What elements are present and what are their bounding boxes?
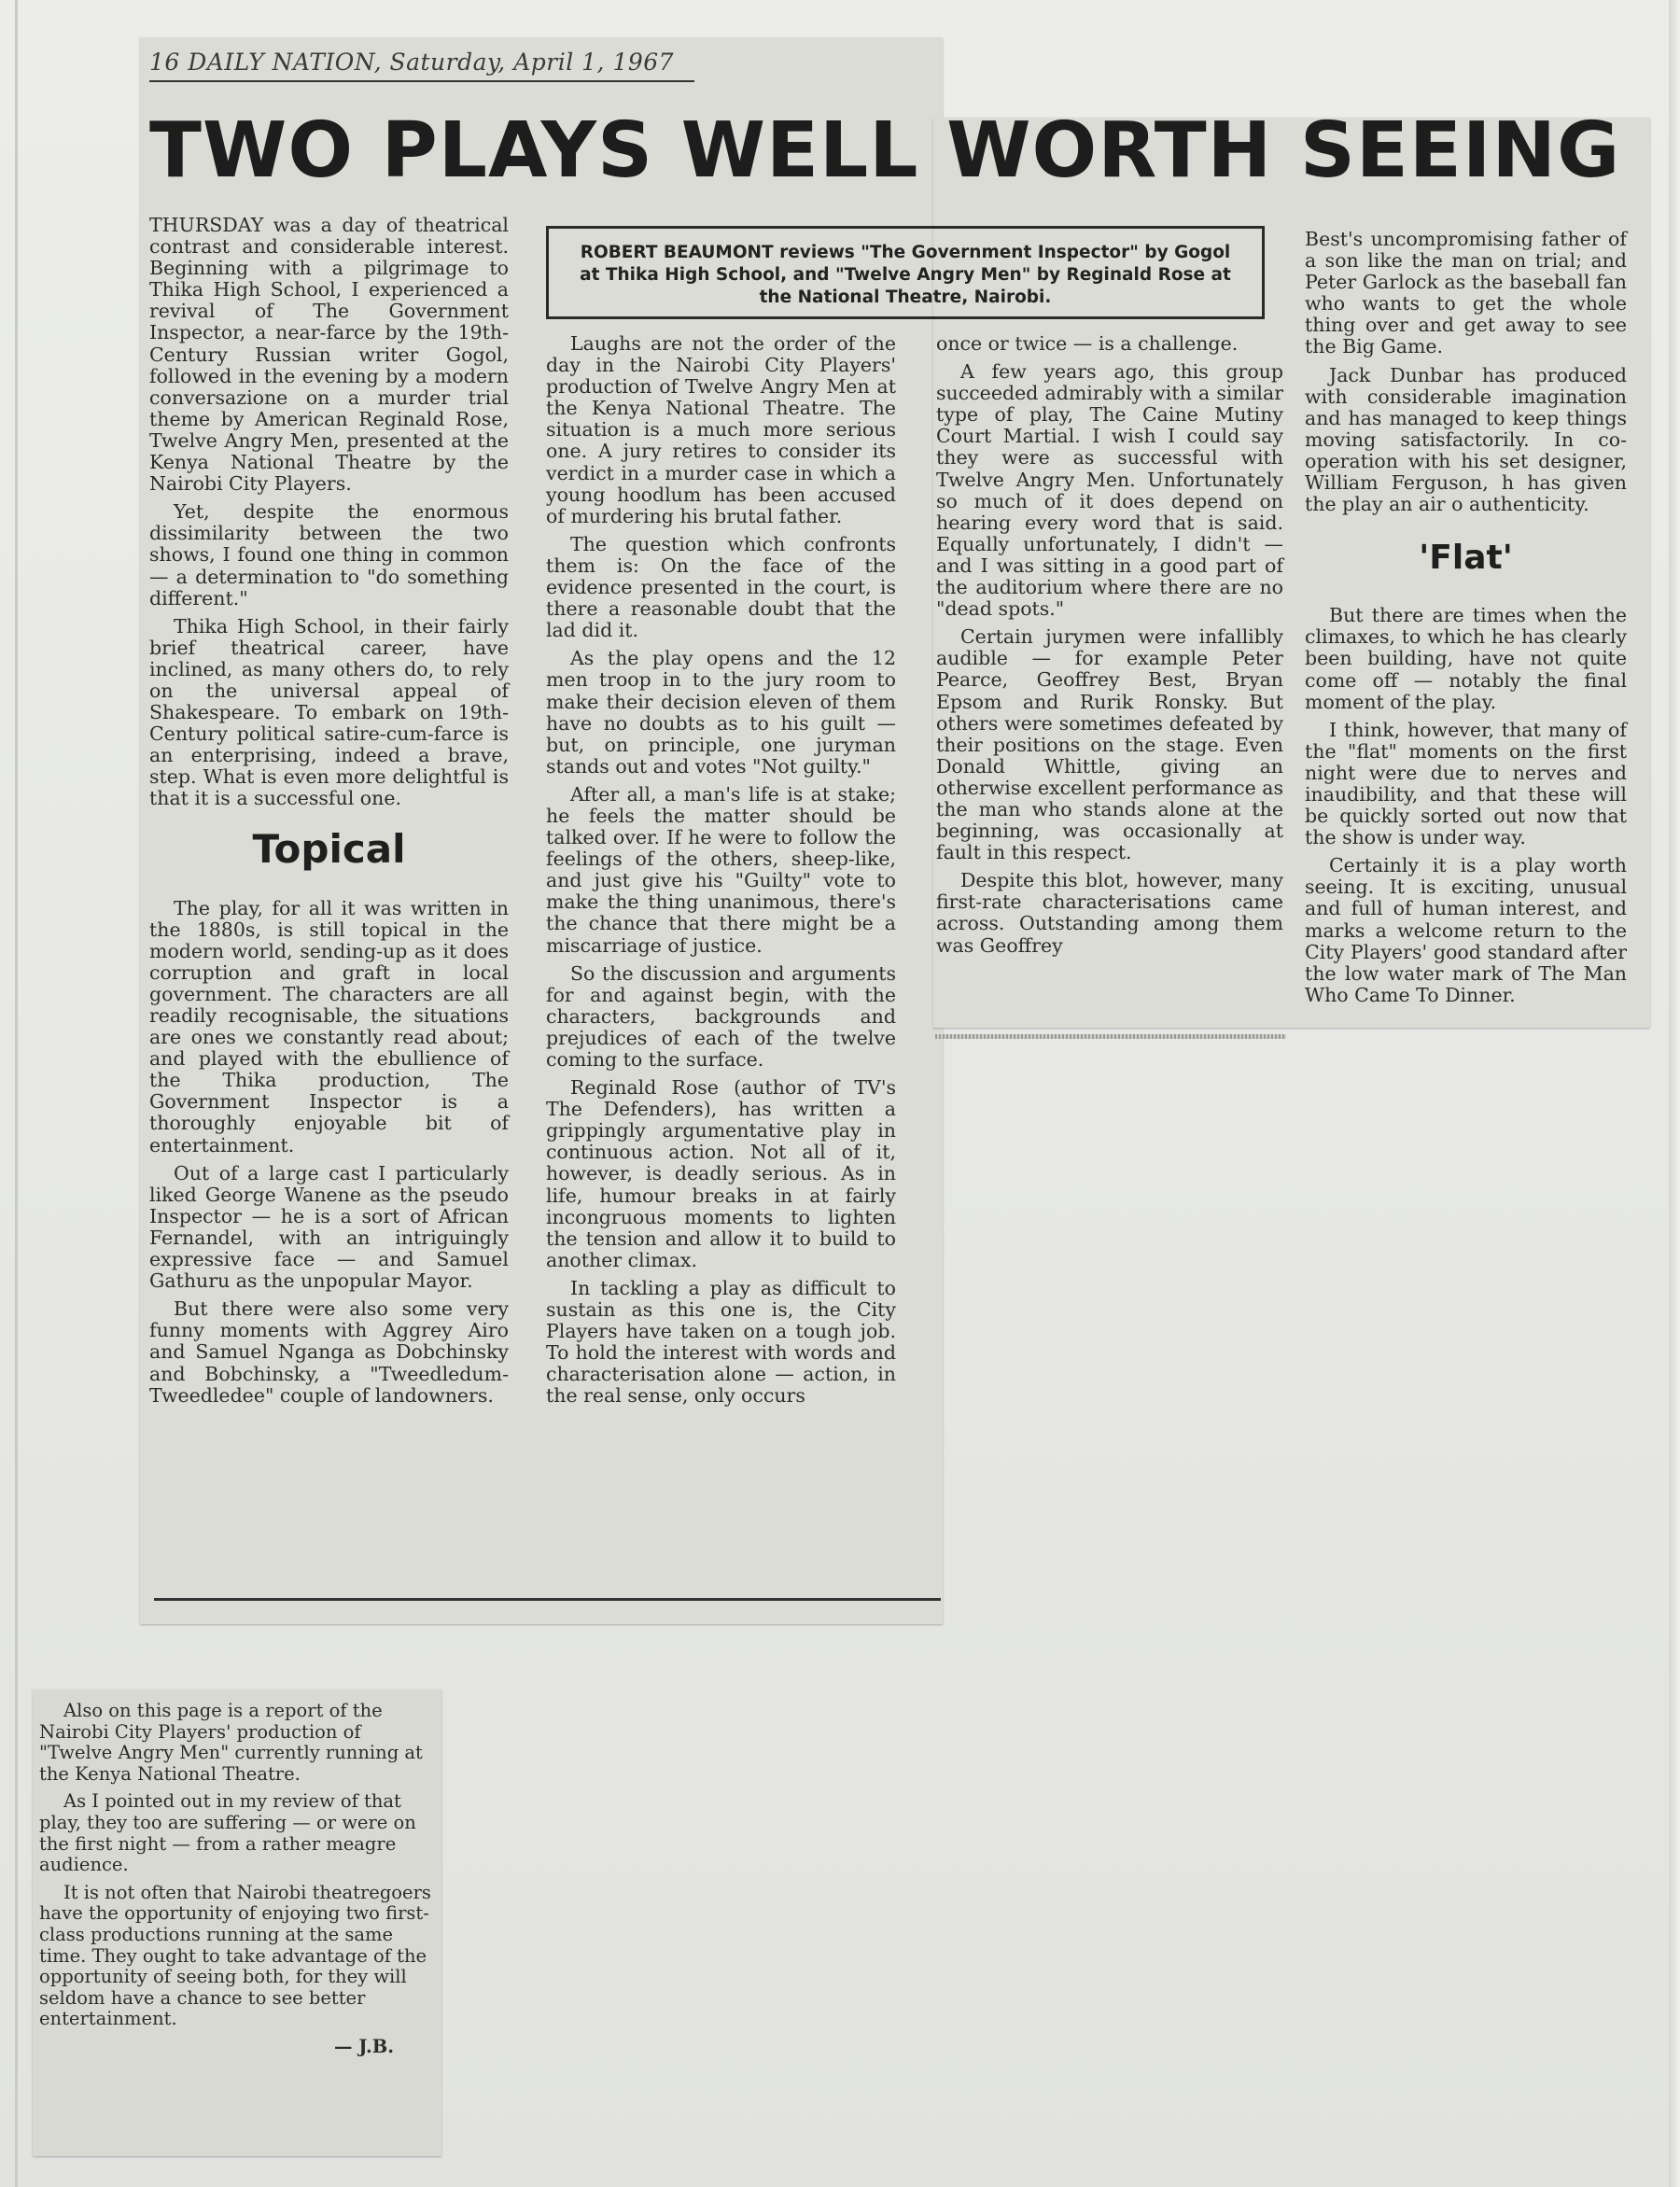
paragraph: But there are times when the climaxes, to which he has clearly been building, have not quite come off — notably the final moment of the play. (1305, 604, 1627, 713)
paragraph: So the discussion and arguments for and against begin, with the characters, backgrounds and prejudices of each of the twelve coming to the surface. (546, 961, 896, 1071)
paragraph: I think, however, that many of the "flat" moments on the first night were due to nerves and inaudibility, and that these will be quickly sorted out now that the show is under way. (1305, 718, 1627, 849)
paragraph: Thika High School, in their fairly brief theatrical career, have inclined, as many others do, to rely on the universal appeal of Shakespeare. To embark on 19th-Century political satire-cum-farce is an enterprising, indeed a brave, step. What is even more delightful is that it is a successful one. (149, 614, 509, 810)
paragraph: As the play opens and the 12 men troop in to the jury room to make their decision eleven of them have no doubts as to his guilt — but, on principle, one juryman stands out and votes "Not guilty." (546, 647, 896, 778)
paragraph: A few years ago, this group succeeded admirably with a similar type of play, The Caine Mutiny Court Martial. I wish I could say they were as successful with Twelve Angry Men. Unfortunately so much of it does depend on hearing every word that is said. Equally unfortunately, I didn't — and I was sitting in a good part of the auditorium where there are no "dead spots." (936, 360, 1283, 621)
column-4 (1305, 229, 1627, 1013)
signoff: — J.B. (333, 2035, 394, 2057)
paragraph: Certainly it is a play worth seeing. It is exciting, unusual and full of human interest, and marks a welcome return to the City Players' good standard after the low water mark of The Man Who Came To Dinner. (1305, 854, 1627, 1006)
column-rule (935, 1034, 1286, 1039)
paragraph: But there were also some very funny moments with Aggrey Airo and Samuel Nganga as Dobchinsky and Bobchinsky, a "Tweedledum-Tweedledee" couple of landowners. (149, 1297, 509, 1407)
paragraph: Certain jurymen were infallibly audible — for example Peter Pearce, Geoffrey Best, Bryan Epsom and Rurik Ronsky. But others were sometimes defeated by their positions on the stage. Even Donald Whittle, giving an otherwise excellent performance as the man who stands alone at the beginning, was occasionally at fault in this respect. (936, 625, 1284, 864)
paragraph: It is not often that Nairobi theatregoers have the opportunity of enjoying two first-class productions running at the same time. They ought to take advantage of the opportunity of seeing both, for they will seldom have a chance to see better entertainment. (39, 1881, 431, 2030)
subheading-topical: Topical (252, 825, 406, 872)
column-1 (149, 215, 509, 1413)
bottom-rule (154, 1598, 941, 1601)
page-edge (1669, 0, 1680, 2187)
paragraph: The play, for all it was written in the 1880s, is still topical in the modern world, sending-up as it does corruption and graft in local government. The characters are all readily recognisable, the situations are ones we constantly read about; and played with the ebullience of the Thika production, The Government Inspector is a thoroughly enjoyable bit of entertainment. (149, 896, 509, 1157)
paragraph: Reginald Rose (author of TV's The Defenders), has written a grippingly argumentative play in continuous action. Not all of it, however, is deadly serious. As in life, humour breaks in at fairly incongruous moments to lighten the tension and allow it to build to another climax. (546, 1076, 896, 1271)
headline: TWO PLAYS WELL WORTH SEEING (149, 106, 1621, 195)
paragraph: Despite this blot, however, many first-rate characterisations came across. Outstanding among them was Geoffrey (936, 869, 1283, 957)
paragraph: once or twice — is a challenge. (936, 332, 1239, 355)
paragraph: Jack Dunbar has produced with considerable imagination and has managed to keep things moving satisfactorily. In co-operation with his set designer, William Ferguson, h has given the play an air o authenticity. (1305, 363, 1627, 516)
paragraph: Yet, despite the enormous dissimilarity between the two shows, I found one thing in common — a determination to "do something different." (149, 500, 509, 610)
paragraph: Best's uncompromising father of a son like the man on trial; and Peter Garlock as the baseball fan who wants to get the whole thing over and get away to see the Big Game. (1305, 228, 1627, 358)
paragraph: After all, a man's life is at stake; he feels the matter should be talked over. If he were to follow the feelings of the others, sheep-like, and just give his "Guilty" vote to make the thing unanimous, there's the chance that there might be a miscarriage of justice. (546, 782, 896, 957)
column-3 (936, 333, 1283, 963)
binding-line (15, 0, 18, 2187)
note-column (39, 1701, 431, 2065)
paragraph: In tackling a play as difficult to sustain as this one is, the City Players have taken on a tough job. To hold the interest with words and characterisation alone — action, in the real sense, only occurs (546, 1276, 896, 1408)
subheading-flat: 'Flat' (1419, 539, 1513, 578)
paragraph: Laughs are not the order of the day in the Nairobi City Players' production of Twelve Angry Men at the Kenya National Theatre. The situation is a much more serious one. A jury retires to consider its verdict in a murder case in which a young hoodlum has been accused of murdering his brutal father. (546, 332, 896, 527)
masthead: 16 DAILY NATION, Saturday, April 1, 1967 (149, 45, 694, 82)
column-2 (546, 333, 896, 1414)
paragraph: THURSDAY was a day of theatrical contrast and considerable interest. Beginning with a pilgrimage to Thika High School, I experienced a revival of The Government Inspector, a near-farce by the 19th-Century Russian writer Gogol, followed in the evening by a modern conversazione on a murder trial theme by American Reginald Rose, Twelve Angry Men, presented at the Kenya National Theatre by the Nairobi City Players. (149, 214, 509, 496)
paragraph: As I pointed out in my review of that play, they too are suffering — or were on the first night — from a rather meagre audience. (39, 1790, 416, 1876)
paragraph: The question which confronts them is: On the face of the evidence presented in the court, is there a reasonable doubt that the lad did it. (546, 532, 896, 642)
paragraph: Out of a large cast I particularly liked George Wanene as the pseudo Inspector — he is a sort of African Fernandel, with an intriguingly expressive face — and Samuel Gathuru as the unpopular Mayor. (149, 1161, 509, 1293)
byline-box: ROBERT BEAUMONT reviews "The Government Inspector" by Gogol at Thika High School, and "Twelve Angry Men" by Reginald Rose at the National Theatre, Nairobi. (546, 226, 1265, 319)
paragraph: Also on this page is a report of the Nairobi City Players' production of "Twelve Angry Men" currently running at the Kenya National Theatre. (39, 1700, 423, 1785)
